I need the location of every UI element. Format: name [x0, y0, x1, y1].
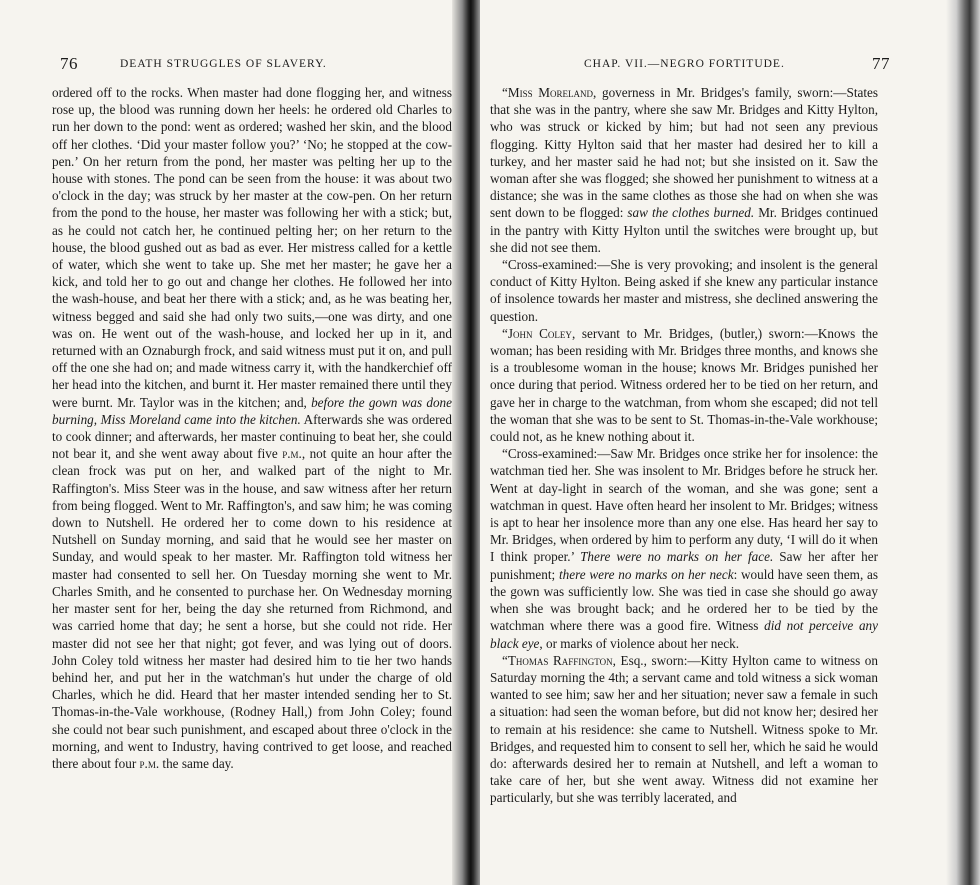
running-head: DEATH STRUGGLES OF SLAVERY. [120, 58, 327, 70]
text-run: the same day. [159, 755, 234, 771]
text-run: : would have seen them, as the gown was sufficiently low. She was tied in case she should go away when she was brought back; and he ordered her to be tied by the watchman where there was a good fire. Witness [490, 566, 878, 634]
page-number: 77 [872, 54, 890, 73]
paragraph [490, 84, 878, 256]
page-number: 76 [60, 54, 78, 73]
text-run: , governess in Mr. Bridges's family, sworn:—States that she was in the pantry, where she saw Mr. Bridges and Kitty Hylton, who was struck or kicked by him; but had not seen any previous flogging. Kitty Hylton said that her master had desired her to kill a turkey, and her master said he had not; but she insisted on it. Saw the woman after she was flogged; she showed her punishment to witness at a distance; she was in the same clothes as those she had on when she was sent down to be flogged: [490, 85, 878, 221]
italic-text: There were no marks on her face. [580, 549, 774, 565]
text-run: , servant to Mr. Bridges, (butler,) sworn:—Knows the woman; has been residing with Mr. Bridges three months, and knows she is a troublesome woman in the house; knows Mr. Bridges punished her once during that period. Witness ordered her to be tied on her return, and gave her in charge to the watchman, from whom she escaped; did not tell the woman that she was to be sent to St. Thomas-in-the-Vale workhouse; could not, as he knew nothing about it. [490, 325, 878, 445]
text-run: Saw her after her punishment; [490, 549, 878, 582]
text-run: Afterwards she was ordered to cook dinner; and afterwards, her master continuing to beat her, she could not bear it, and she went away about five [52, 411, 452, 462]
smallcaps-text: John Coley [507, 325, 572, 341]
text-run: “ [502, 652, 508, 668]
right-page-body [490, 84, 878, 807]
right-page [480, 0, 980, 885]
left-page-body [52, 84, 452, 772]
text-run: “ [502, 85, 508, 100]
italic-text: before the gown was done burning, Miss Moreland came into the kitchen. [52, 394, 452, 427]
italic-text: did not perceive any black eye [490, 618, 878, 651]
text-run: “Cross-examined:—She is very provoking; and insolent is the general conduct of Kitty Hylton. Being asked if she knew any particular instance of insolence towards her master and mistress, she declined answering the question. [490, 257, 878, 324]
italic-text: there were no marks on her neck [558, 566, 734, 582]
paragraph [52, 84, 452, 772]
smallcaps-text: p.m. [139, 755, 160, 771]
paragraph [490, 445, 878, 651]
text-run: Mr. Bridges continued in the pantry with Kitty Hylton until the switches were brought up, but she did not see them. [490, 205, 879, 255]
page-edge-shadow [946, 0, 980, 885]
running-head: CHAP. VII.—NEGRO FORTITUDE. [584, 58, 785, 70]
text-run: , not quite an hour after the clean frock was put on her, and walked part of the night to Mr. Raffington's. Miss Steer was in the house, and saw witness after her return from being flogged. Went to Mr. Raffington's, and saw him; he was coming down to Nutshell. He ordered her to come down to his residence at Nutshell on Sunday morning, and said that he would see her master on Sunday, and would speak to her master. Mr. Raffington told witness her master had consented to sell her. On Tuesday morning she went to Mr. Charles Smith, and he consented to purchase her. On Wednesday morning her master sent for her, being the day she returned from Richmond, and was carried home that day; he sent a horse, but she could not ride. Her master did not see her that night; got fever, and was lying out of doors. John Coley told witness her master had desired him to tie her two hands behind her, and put her in the watchman's hut under the charge of old Charles, which he did. Heard that her master intended sending her to St. Thomas-in-the-Vale workhouse, (Rodney Hall,) from John Coley; found she could not bear such punishment, and escaped about three o'clock in the morning, and went to Industry, having contrived to get loose, and reached there about four [52, 446, 453, 771]
paragraph [490, 325, 878, 445]
text-run: “Cross-examined:—Saw Mr. Bridges once strike her for insolence: the watchman tied her. She was insolent to Mr. Bridges before he struck her. Went at day-light in search of the woman, and she was gone; sent a watchman in quest. Have often heard her insolent to Mr. Bridges; witness is apt to hear her insolence more than any one else. Has heard her say to Mr. Bridges, when ordered by him to perform any duty, ‘I will do it when I think proper.’ [490, 446, 878, 565]
paragraph [490, 256, 878, 325]
smallcaps-text: Thomas Raffington [507, 652, 613, 668]
text-run: , or marks of violence about her neck. [539, 635, 739, 651]
italic-text: saw the clothes burned. [627, 205, 755, 221]
smallcaps-text: Miss Moreland [507, 85, 593, 100]
paragraph [490, 652, 878, 807]
text-run: “ [502, 325, 508, 341]
text-run: , Esq., sworn:—Kitty Hylton came to witness on Saturday morning the 4th; a servant came and told witness a sick woman wanted to see him; saw her and her situation; never saw a female in such a situation: had seen the woman before, but did not know her; desired her to remain at his residence: she came to Nutshell. Witness spoke to Mr. Bridges, and requested him to consent to sell her, which he said he would do: afterwards desired her to remain at Nutshell, and left a woman to take care of her, but she went away. Witness did not examine her particularly, but she was terribly lacerated, and [490, 652, 878, 806]
left-page [0, 0, 460, 885]
text-run: ordered off to the rocks. When master had done flogging her, and witness rose up, the blood was running down her heels: he ordered old Charles to run her down to the pond: went as ordered; washed her skin, and the blood off her clothes. ‘Did your master follow you?’ ‘No; he stopped at the cow-pen.’ On her return from the pond, her master was pelting her up to the house with stones. The pond can be seen from the house: it was about two o'clock in the day; was struck by her master at the cow-pen. On her return from the pond to the house, her master was following her with a stick; but, as he could not catch her, he continued pelting her; on her return to the house, the blood gushed out as bad as ever. Her mistress called for a kettle of water, which she went to take up. She met her master; he gave her a kick, and told her to go out and change her clothes. He followed her into the wash-house, and beat her there with a stick; and, as he was beating her, witness begged and said she had only two suits,—one was dirty, and one was on. He went out of the wash-house, and locked her up in it, and returned with an Oznaburgh frock, and said witness must put it on, and pull off the one she had on; and made witness carry it, with the handkerchief off her head into the kitchen, and burnt it. Her master remained there until they were burnt. Mr. Taylor was in the kitchen; and, [52, 85, 452, 410]
smallcaps-text: p.m. [282, 446, 302, 462]
